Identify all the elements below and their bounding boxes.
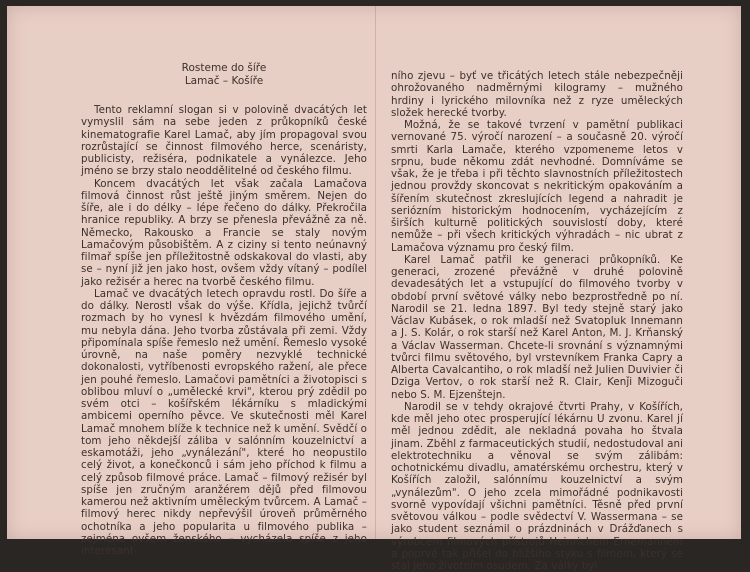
- title-line-1: Rosteme do šíře: [181, 62, 267, 74]
- right-column: [391, 70, 683, 572]
- page-fold: [375, 6, 376, 539]
- paragraph: Možná, že se takové tvrzení v pamětní publikaci vernované 75. výročí narození – a současně 20. výročí smrti Karla Lamače, kterého vzpomeneme letos v srpnu, bude někomu zdát nevhodné. Domníváme se však, že je třeba i při těchto slavnostních příležitostech jednou provždy skoncovat s nekritickým opakováním a šířením skutečnost zkreslujících legend a nahradit je seriózním historickým hodnocením, vycházejícím z širších kulturně politických souvislostí doby, které nemůže – při všech kritických výhradách – nic ubrat z Lamačova významu pro český film.: [391, 119, 683, 254]
- paragraph: Karel Lamač patřil ke generaci průkopníků. Ke generaci, zrozené převážně v druhé polovině devadesátých let a vstupující do filmového tvorby v období první světové války nebo bezprostředně po ní. Narodil se 21. ledna 1897. Byl tedy stejně starý jako Václav Kubásek, o rok mladší než Svatopluk Innemann a J. S. Kolár, o rok starší než Karel Anton, M. J. Krňanský a Václav Wasserman. Chcete-li srovnání s významnými tvůrci filmu světového, byl vrstevníkem Franka Capry a Alberta Cavalcantiho, o rok mladší než Julien Duvivier či Dziga Vertov, o rok starší než R. Clair, Kenǰi Mizoguči nebo S. M. Ejzenštejn.: [391, 253, 683, 401]
- paragraph: Koncem dvacátých let však začala Lamačova filmová činnost růst ještě jiným směrem. Nejen do šíře, ale i do délky – lépe řečeno do dálky. Překročila hranice republiky. A brzy se přenesla převážně za ně. Německo, Rakousko a Francie se staly novým Lamačovým působištěm. A z ciziny si tento neúnavný filmař spíše jen příležitostně odskakoval do vlasti, aby se – nyní již jen jako host, ovšem vždy vítaný – podílel jako režisér a herec na tvorbě českého filmu.: [81, 177, 367, 288]
- article-title: [81, 62, 367, 88]
- paragraph: Narodil se v tehdy okrajové čtvrti Prahy, v Košířích, kde měl jeho otec prosperující lékárnu U zvonu. Karel jí měl jednou zdědit, ale nekladná povaha ho štvala jinam. Zběhl z farmaceutických studií, nedostudoval ani elektrotechniku a věnoval se svým zálibám: ochotnickému divadlu, amatérskému orchestru, který v Košířích založil, salónnímu kouzelnictví a svým „vynálezům". O jeho zcela mimořádné podnikavosti svorně vypovídají všichni pamětníci. Těsně před první světovou válkou – podle svědectví V. Wassermana – se jako student seznámil o prázdninách v Drážďanech s výrobcem filmových přístrojů Heinrichem Ernemannem a poprvé tak přišel do bližšího styku s filmem, který se stal jeho životním osudem. Za války byl: [391, 400, 683, 572]
- title-line-2: Lamač – Košíře: [184, 75, 264, 87]
- paragraph: Tento reklamní slogan si v polovině dvacátých let vymyslil sám na sebe jeden z průkopníků české kinematografie Karel Lamač, aby jím propagoval svou rozrůstající se činnost filmového herce, scenáristy, publicisty, režiséra, podnikatele a vynálezce. Jeho jméno se brzy stalo neoddělitelné od českého filmu.: [81, 104, 367, 178]
- paragraph: ního zjevu – byť ve třicátých letech stále nebezpečněji ohrožovaného nadměrnými kilogramy – mužného hrdiny i lyrického milovníka než z ryze uměleckých složek herecké tvorby.: [391, 70, 683, 119]
- paragraph: Lamač ve dvacátých letech opravdu rostl. Do šíře a do dálky. Nerostl však do výše. Křídla, jejichž tvůrčí rozmach by ho vynesl k hvězdám filmového umění, mu nebyla dána. Jeho tvorba zůstávala při zemi. Vždy připomínala spíše řemeslo než umění. Řemeslo vysoké úrovně, na naše poměry nezvyklé technické dokonalosti, vytříbenosti evropského ražení, ale přece jen pouhé řemeslo. Lamačovi pamětníci a životopisci s oblibou mluví o „umělecké krvi", kterou prý zdědil po svém otci – košířském lékárníku s mladickými ambicemi operního pěvce. Ve skutečnosti měl Karel Lamač mnohem blíže k technice než k umění. Svědčí o tom jeho někdejší záliba v salónním kouzelnictví a eskamotáži, jeho „vynálezání", které ho neopustilo celý život, a konečkonců i sám jeho příchod k filmu a celý způsob filmové práce. Lamač – filmový režisér byl spíše jen zručným aranžérem dějů před filmovou kamerou než aktivním uměleckým tvůrcem. A Lamač – filmový herec nikdy nepřevýšil úroveň průměrného ochotníka a jeho popularita u filmového publika – zejména ovšem ženského – vycházela spíše z jeho interesant-: [81, 287, 367, 557]
- document-page: [7, 6, 741, 572]
